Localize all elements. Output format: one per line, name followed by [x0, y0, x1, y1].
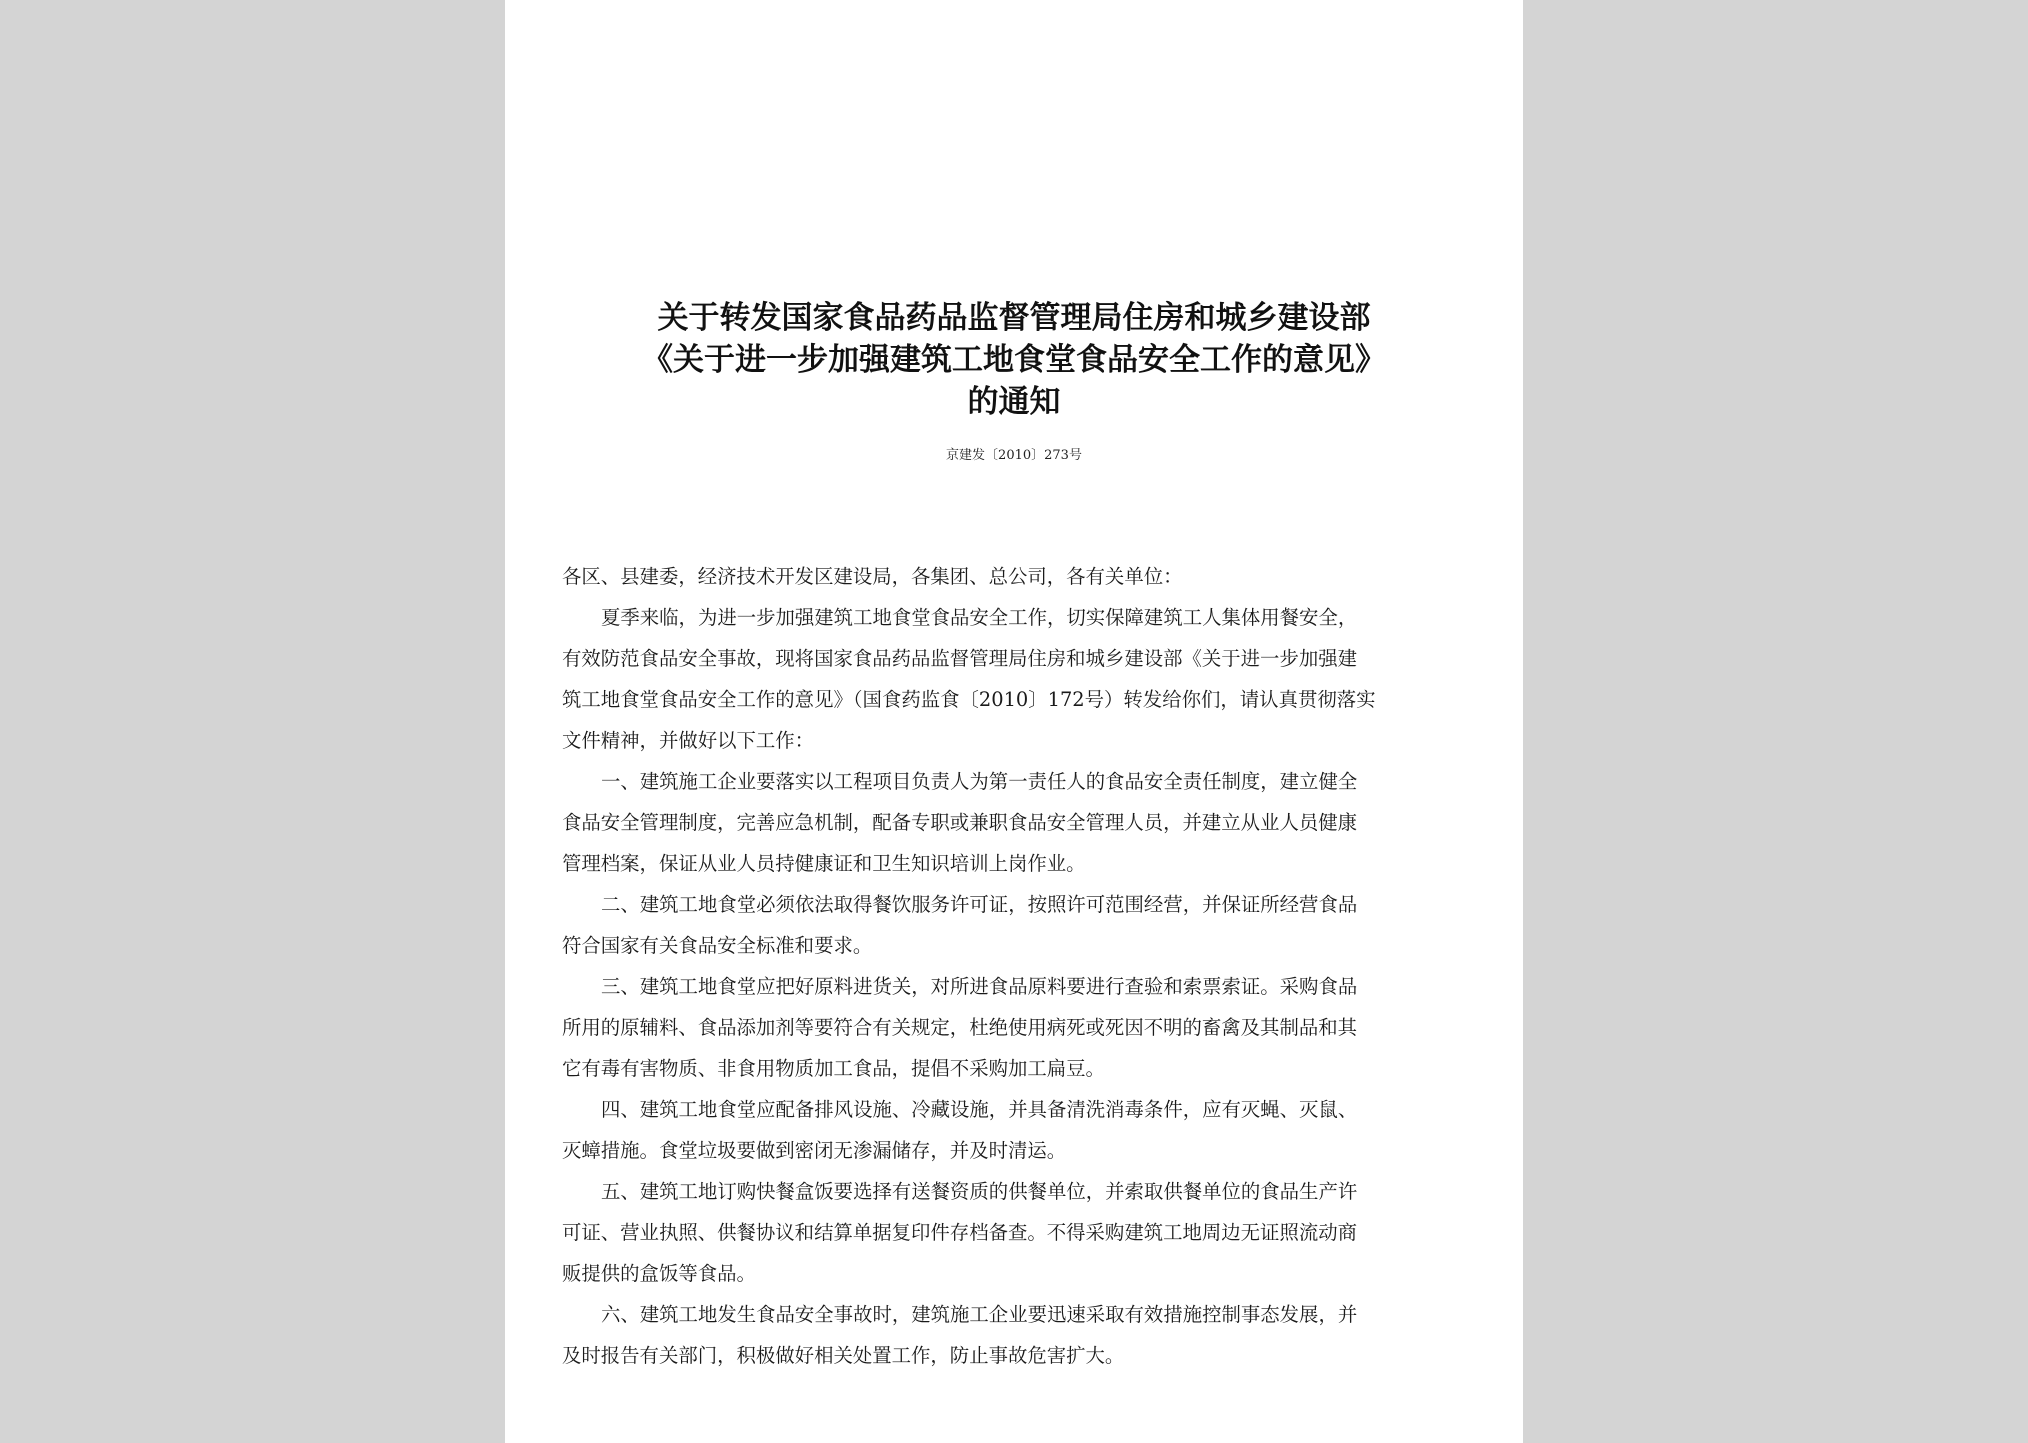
item-6-line: 六、建筑工地发生食品安全事故时，建筑施工企业要迅速采取有效措施控制事态发展，并 [601, 1303, 1358, 1326]
item-2-line: 符合国家有关食品安全标准和要求。 [562, 934, 873, 957]
addressee-line: 各区、县建委，经济技术开发区建设局，各集团、总公司，各有关单位： [562, 565, 1183, 588]
intro-line: 夏季来临，为进一步加强建筑工地食堂食品安全工作，切实保障建筑工人集体用餐安全， [601, 606, 1358, 629]
document-number: 京建发〔2010〕273号 [946, 448, 1082, 463]
item-1-line: 一、建筑施工企业要落实以工程项目负责人为第一责任人的食品安全责任制度，建立健全 [601, 770, 1358, 793]
item-4-line: 灭蟑措施。食堂垃圾要做到密闭无渗漏储存，并及时清运。 [562, 1139, 1067, 1162]
item-1-line: 食品安全管理制度，完善应急机制，配备专职或兼职食品安全管理人员，并建立从业人员健康 [562, 811, 1358, 834]
item-6-line: 及时报告有关部门，积极做好相关处置工作，防止事故危害扩大。 [562, 1344, 1125, 1367]
intro-line: 文件精神，并做好以下工作： [562, 729, 815, 752]
item-3-line: 它有毒有害物质、非食用物质加工食品，提倡不采购加工扁豆。 [562, 1057, 1105, 1080]
item-3-line: 三、建筑工地食堂应把好原料进货关，对所进食品原料要进行查验和索票索证。采购食品 [601, 975, 1358, 998]
intro-line: 有效防范食品安全事故，现将国家食品药品监督管理局住房和城乡建设部《关于进一步加强建 [562, 647, 1358, 670]
item-3-line: 所用的原辅料、食品添加剂等要符合有关规定，杜绝使用病死或死因不明的畜禽及其制品和其 [562, 1016, 1358, 1039]
item-4-line: 四、建筑工地食堂应配备排风设施、冷藏设施，并具备清洗消毒条件，应有灭蝇、灭鼠、 [601, 1098, 1358, 1121]
item-1-line: 管理档案，保证从业人员持健康证和卫生知识培训上岗作业。 [562, 852, 1086, 875]
intro-line: 筑工地食堂食品安全工作的意见》（国食药监食〔2010〕172号）转发给你们，请认真贯彻落实 [562, 688, 1376, 711]
document-title-line-1: 关于转发国家食品药品监督管理局住房和城乡建设部 [657, 300, 1371, 336]
document-title-line-2: 《关于进一步加强建筑工地食堂食品安全工作的意见》 [642, 342, 1386, 378]
item-5-line: 可证、营业执照、供餐协议和结算单据复印件存档备查。不得采购建筑工地周边无证照流动商 [562, 1221, 1358, 1244]
document-page [505, 0, 1523, 1443]
item-5-line: 五、建筑工地订购快餐盒饭要选择有送餐资质的供餐单位，并索取供餐单位的食品生产许 [601, 1180, 1358, 1203]
document-title-line-3: 的通知 [967, 384, 1061, 420]
item-5-line: 贩提供的盒饭等食品。 [562, 1262, 756, 1285]
item-2-line: 二、建筑工地食堂必须依法取得餐饮服务许可证，按照许可范围经营，并保证所经营食品 [601, 893, 1358, 916]
